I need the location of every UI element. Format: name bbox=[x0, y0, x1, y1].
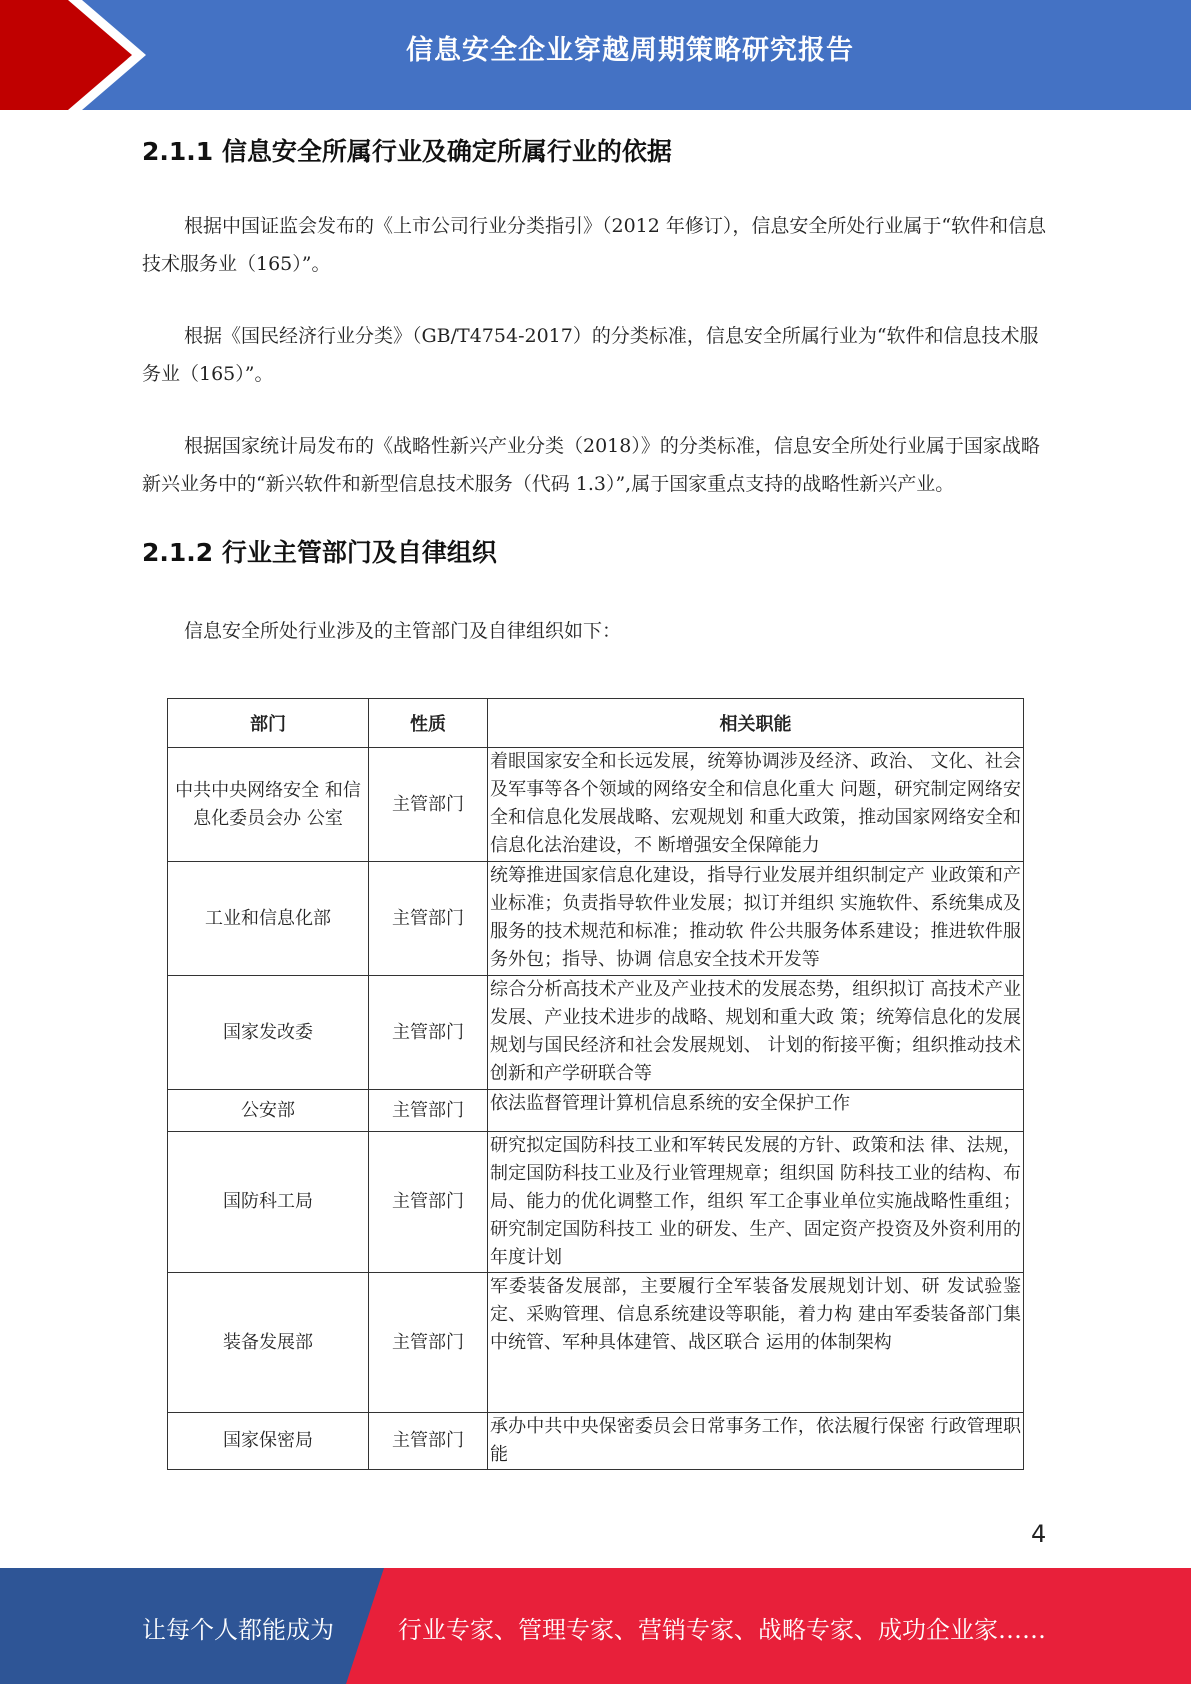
dept-cell: 国家发改委 bbox=[168, 976, 369, 1090]
section-heading: 2.1.2 行业主管部门及自律组织 bbox=[142, 538, 497, 567]
function-cell: 依法监督管理计算机信息系统的安全保护工作 bbox=[488, 1090, 1024, 1132]
dept-cell: 国家保密局 bbox=[168, 1413, 369, 1470]
page-footer bbox=[0, 1568, 1191, 1684]
function-cell: 统筹推进国家信息化建设，指导行业发展并组织制定产 业政策和产业标准；负责指导软件业发展；拟订并组织 实施软件、系统集成及服务的技术规范和标准；推动软 件公共服务体系建设；推进软件服务外包；指导、协调 信息安全技术开发等 bbox=[488, 862, 1024, 976]
department-table bbox=[167, 698, 1024, 1470]
dept-cell: 中共中央网络安全 和信息化委员会办 公室 bbox=[168, 748, 369, 862]
table-row bbox=[168, 1132, 1024, 1273]
paragraph: 信息安全所处行业涉及的主管部门及自律组织如下： bbox=[184, 620, 622, 642]
main-content bbox=[142, 130, 1052, 650]
page-number: 4 bbox=[1031, 1520, 1047, 1548]
paragraph: 根据国家统计局发布的《战略性新兴产业分类（2018）》的分类标准，信息安全所处行业属于国家战略新兴业务中的“新兴软件和新型信息技术服务（代码 1.3）”,属于国家重点支持的战略性新兴产业。 bbox=[142, 435, 1040, 495]
nature-cell: 主管部门 bbox=[369, 1413, 488, 1470]
paragraph: 根据《国民经济行业分类》（GB/T4754-2017）的分类标准，信息安全所属行业为“软件和信息技术服务业（165）”。 bbox=[142, 325, 1039, 385]
table-row bbox=[168, 862, 1024, 976]
header-chevron-decoration bbox=[0, 0, 160, 110]
paragraph: 根据中国证监会发布的《上市公司行业分类指引》（2012 年修订），信息安全所处行业属于“软件和信息技术服务业（165）”。 bbox=[142, 215, 1047, 275]
header-title: 信息安全企业穿越周期策略研究报告 bbox=[406, 35, 854, 66]
nature-cell: 主管部门 bbox=[369, 1090, 488, 1132]
dept-cell: 工业和信息化部 bbox=[168, 862, 369, 976]
function-cell: 承办中共中央保密委员会日常事务工作，依法履行保密 行政管理职能 bbox=[488, 1413, 1024, 1470]
table-row bbox=[168, 748, 1024, 862]
dept-cell: 国防科工局 bbox=[168, 1132, 369, 1273]
footer-slogan-right: 行业专家、管理专家、营销专家、战略专家、成功企业家…… bbox=[398, 1616, 1046, 1644]
nature-cell: 主管部门 bbox=[369, 1273, 488, 1413]
table-header-row bbox=[168, 699, 1024, 748]
column-header-function: 相关职能 bbox=[488, 699, 1024, 748]
table-row bbox=[168, 1090, 1024, 1132]
function-cell: 着眼国家安全和长远发展，统筹协调涉及经济、政治、 文化、社会及军事等各个领域的网络安全和信息化重大 问题，研究制定网络安全和信息化发展战略、宏观规划 和重大政策，推动国家网络安全和信息化法治建设，不 断增强安全保障能力 bbox=[488, 748, 1024, 862]
dept-cell: 公安部 bbox=[168, 1090, 369, 1132]
nature-cell: 主管部门 bbox=[369, 976, 488, 1090]
section-heading: 2.1.1 信息安全所属行业及确定所属行业的依据 bbox=[142, 137, 672, 166]
table-row bbox=[168, 1413, 1024, 1470]
table-row bbox=[168, 1273, 1024, 1413]
table-row bbox=[168, 976, 1024, 1090]
footer-slogan-left: 让每个人都能成为 bbox=[142, 1616, 334, 1644]
function-cell: 军委装备发展部，主要履行全军装备发展规划计划、研 发试验鉴定、采购管理、信息系统建设等职能，着力构 建由军委装备部门集中统管、军种具体建管、战区联合 运用的体制架构 bbox=[488, 1273, 1024, 1413]
nature-cell: 主管部门 bbox=[369, 862, 488, 976]
dept-cell: 装备发展部 bbox=[168, 1273, 369, 1413]
function-cell: 综合分析高技术产业及产业技术的发展态势，组织拟订 高技术产业发展、产业技术进步的战略、规划和重大政 策；统筹信息化的发展规划与国民经济和社会发展规划、 计划的衔接平衡；组织推动技术创新和产学研联合等 bbox=[488, 976, 1024, 1090]
column-header-nature: 性质 bbox=[369, 699, 488, 748]
nature-cell: 主管部门 bbox=[369, 1132, 488, 1273]
nature-cell: 主管部门 bbox=[369, 748, 488, 862]
page-header bbox=[0, 0, 1191, 110]
column-header-dept: 部门 bbox=[168, 699, 369, 748]
function-cell: 研究拟定国防科技工业和军转民发展的方针、政策和法 律、法规，制定国防科技工业及行业管理规章；组织国 防科技工业的结构、布局、能力的优化调整工作，组织 军工企事业单位实施战略性重组；研究制定国防科技工 业的研发、生产、固定资产投资及外资利用的年度计划 bbox=[488, 1132, 1024, 1273]
